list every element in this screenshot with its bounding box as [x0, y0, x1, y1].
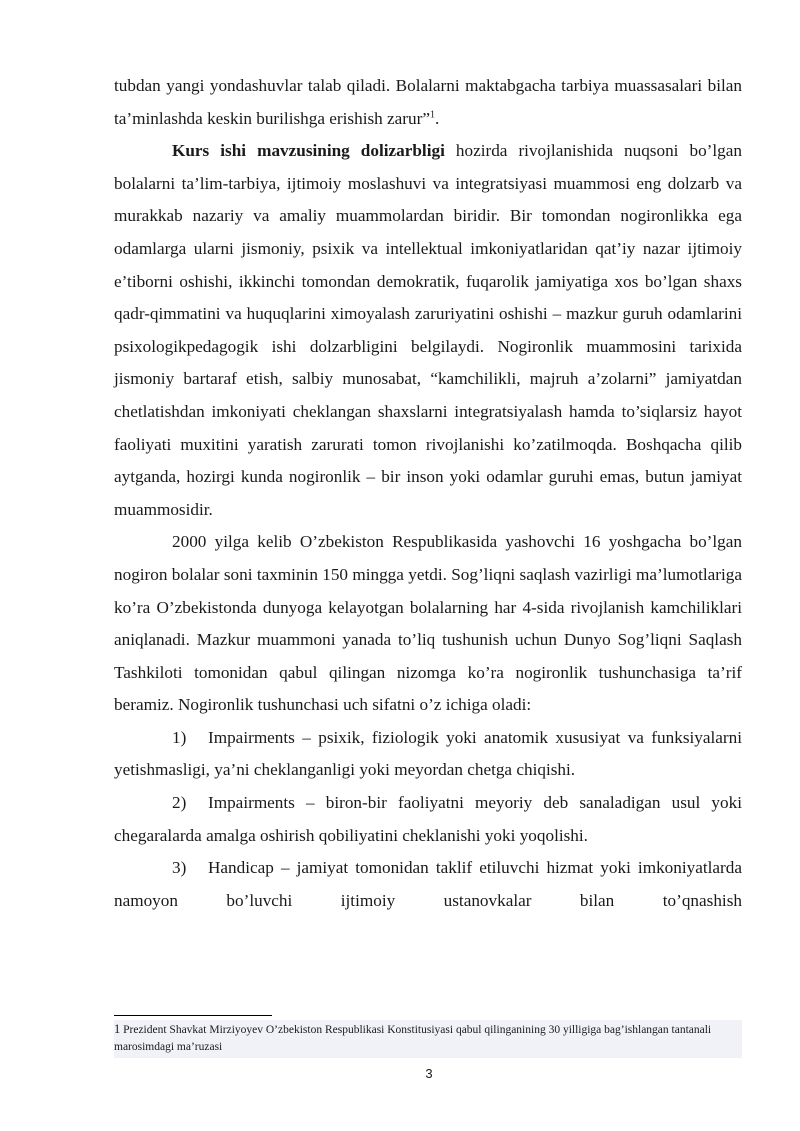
paragraph-continuation: [114, 70, 742, 135]
list-item: [114, 852, 742, 917]
footnote-number: 1: [114, 1022, 121, 1036]
list-item: [114, 722, 742, 787]
list-item: [114, 787, 742, 852]
list-item-text: Handicap – jamiyat tomonidan taklif etiluvchi hizmat yoki imkoniyatlarda namoyon bo’luvchi ijtimoiy ustanovkalar bilan to’qnashish: [114, 858, 742, 910]
list-item-number: 3): [172, 858, 187, 878]
list-item-number: 1): [172, 727, 187, 747]
footnote: [114, 1020, 742, 1058]
paragraph-statistics: 2000 yilga kelib O’zbekiston Respublikasida yashovchi 16 yoshgacha bo’lgan nogiron bolalar soni taxminin 150 mingga yetdi. Sog’liqni saqlash vazirligi ma’lumotlariga ko’ra O’zbekistonda dunyoga kelayotgan bolalarning har 4-sida rivojlanish kamchiliklari aniqlanadi. Mazkur muammoni yanada to’liq tushunish uchun Dunyo Sog’liqni Saqlash Tashkiloti tomonidan qabul qilingan nizomga ko’ra nogironlik tushunchasiga ta’rif beramiz. Nogironlik tushunchasi uch sifatni o’z ichiga oladi:: [114, 532, 742, 715]
footnote-separator: [114, 1015, 272, 1016]
body-text: [114, 70, 742, 917]
paragraph-end: .: [434, 108, 440, 128]
paragraph-relevance: [114, 135, 742, 526]
paragraph-text: hozirda rivojlanishida nuqsoni bo’lgan bolalarni ta’lim-tarbiya, ijtimoiy moslashuvi va integratsiyasi muammosi eng dolzarb va murakkab nazariy va amaliy muammolardan biridir. Bir tomondan nogironlikka ega odamlarga ularni jismoniy, psixik va intellektual imkoniyatlaridan qat’iy nazar ijtimoiy e’tiborni oshishi, ikkinchi tomondan demokratik, fuqarolik jamiyatiga xos bo’lgan shaxs qadr-qimmatini va huquqlarini ximoyalash zaruriyatini oshishi – mazkur guruh odamlarini psixologikpedagogik ishi dolzarbligini belgilaydi. Nogironlik muammosini tarixida jismoniy bartaraf etish, salbiy munosabat, “kamchilikli, majruh a’zolarni” jamiyatdan chetlatishdan imkoniyati cheklangan shaxslarni integratsiyalash hamda to’siqlarsiz hayot faoliyati muxitini yaratish zarurati tomon rivojlanishi ko’zatilmoqda. Boshqacha qilib aytganda, hozirgi kunda nogironlik – bir inson yoki odamlar guruhi emas, butun jamiyat muammosidir.: [114, 141, 742, 519]
paragraph-bold-heading: Kurs ishi mavzusining dolizarbligi: [172, 141, 445, 161]
list-item-number: 2): [172, 793, 187, 813]
footnote-reference[interactable]: 1: [429, 108, 435, 120]
footnote-text: Prezident Shavkat Mirziyoyev O’zbekiston Respublikasi Konstitusiyasi qabul qilinganining 30 yilligiga bag’ishlangan tantanali marosimdagi ma’ruzasi: [114, 1024, 712, 1053]
page-number: 3: [425, 1066, 433, 1081]
paragraph-text: tubdan yangi yondashuvlar talab qiladi. Bolalarni maktabgacha tarbiya muassasalari bilan ta’minlashda keskin burilishga erishish zarur”: [114, 76, 742, 128]
list-item-text: Impairments – biron-bir faoliyatni meyoriy deb sanaladigan usul yoki chegaralarda amalga oshirish qobiliyatini cheklanishi yoki yoqolishi.: [114, 793, 742, 845]
list-item-text: Impairments – psixik, fiziologik yoki anatomik xususiyat va funksiyalarni yetishmasligi, ya’ni cheklanganligi yoki meyordan chetga chiqishi.: [114, 727, 742, 780]
